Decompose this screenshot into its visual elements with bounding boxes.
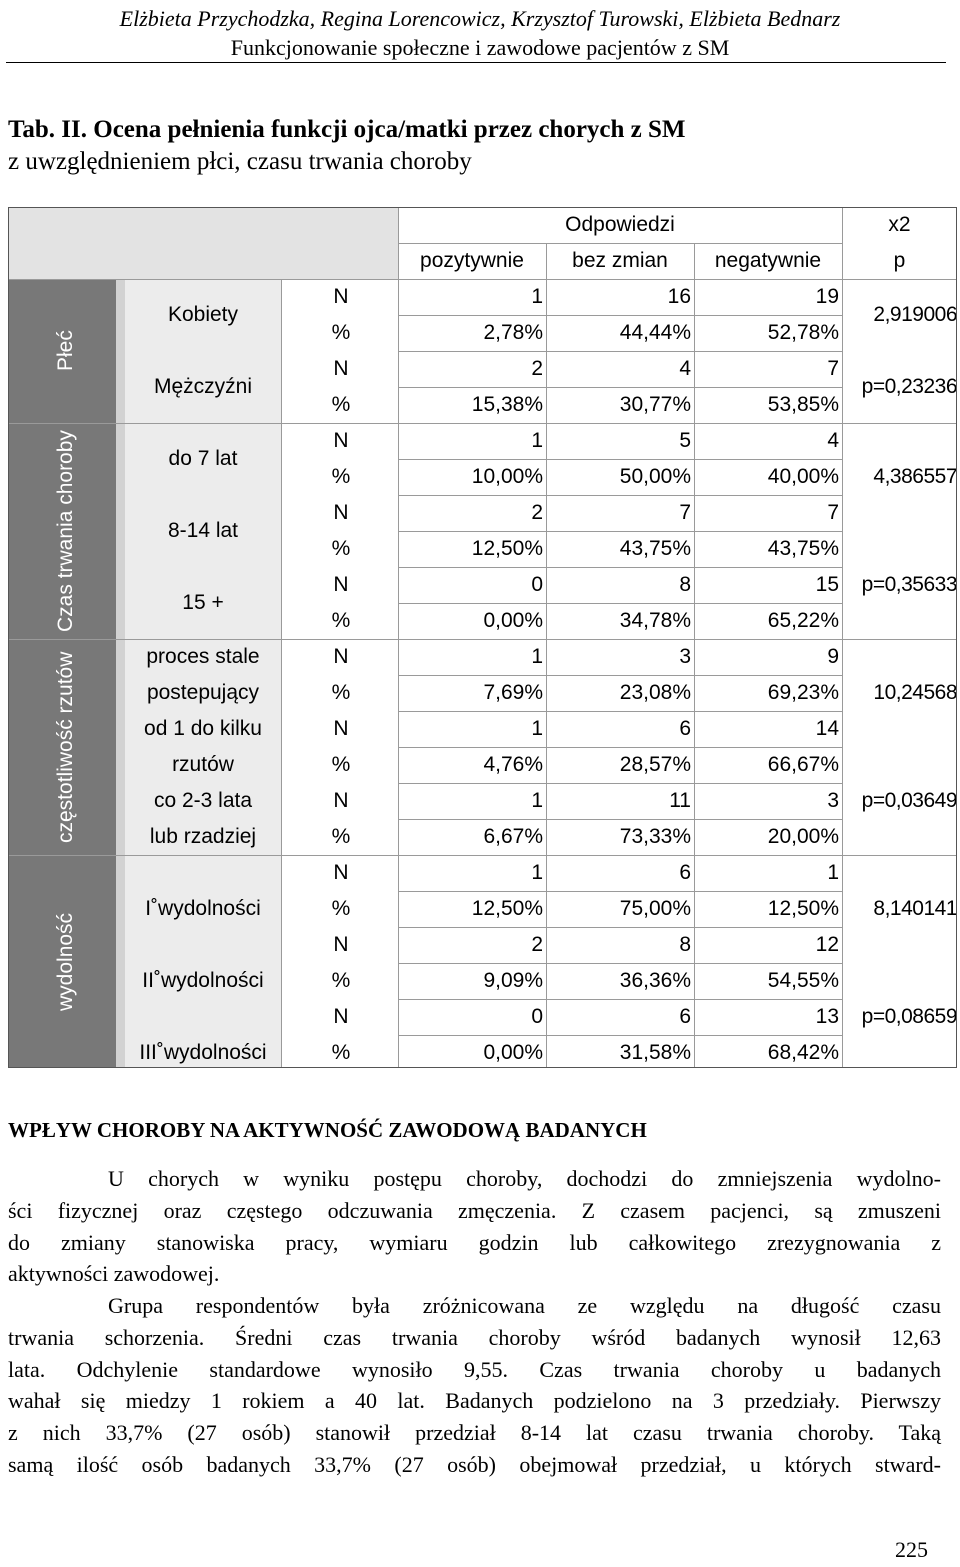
table-cell: 1 xyxy=(531,861,543,884)
table-cell: 44,44% xyxy=(619,321,691,344)
table-cell: 10,00% xyxy=(471,465,543,488)
column-header-negative: negatywnie xyxy=(714,249,822,272)
stat-label: N xyxy=(333,501,349,524)
table-cell: 2 xyxy=(531,357,543,380)
table-cell: 15,38% xyxy=(471,393,543,416)
paragraph-2-line5: z nich 33,7% (27 osób) stanowił przedział 8-14 lat czasu trwania choroby. Taką xyxy=(8,1420,941,1446)
table-cell: 3 xyxy=(679,645,691,668)
table-cell: 0,00% xyxy=(483,609,543,632)
table-cell: 4,76% xyxy=(483,753,543,776)
table-cell: 40,00% xyxy=(767,465,839,488)
stat-label: % xyxy=(331,681,351,704)
row-label-fewrelapses-line1: od 1 do kilku xyxy=(144,717,262,740)
paragraph-1-line4: aktywności zawodowej. xyxy=(8,1261,220,1287)
table-cell: 3 xyxy=(827,789,839,812)
table-cell: 23,08% xyxy=(619,681,691,704)
table-cell: 7 xyxy=(679,501,691,524)
table-cell: 12,50% xyxy=(767,897,839,920)
stat-label: N xyxy=(333,285,349,308)
stat-label: % xyxy=(331,393,351,416)
x2-duration: 4,386557 xyxy=(873,465,957,488)
table-cell: 4 xyxy=(679,357,691,380)
table-cell: 15 xyxy=(815,573,839,596)
paragraph-2 xyxy=(8,1290,941,1481)
stat-label: N xyxy=(333,933,349,956)
table-cell: 14 xyxy=(815,717,839,740)
x2-capacity: 8,140141 xyxy=(873,897,957,920)
table-cell: 0 xyxy=(531,573,543,596)
header-rule xyxy=(6,62,946,63)
table-cell: 1 xyxy=(531,429,543,452)
table-cell: 8 xyxy=(679,573,691,596)
x2-frequency: 10,24568 xyxy=(873,681,957,704)
table-cell: 43,75% xyxy=(767,537,839,560)
table-cell: 4 xyxy=(827,429,839,452)
stat-label: N xyxy=(333,645,349,668)
header-authors: Elżbieta Przychodzka, Regina Lorencowicz, Krzysztof Turowski, Elżbieta Bednarz xyxy=(119,6,841,31)
table-caption-line2: z uwzględnieniem płci, czasu trwania choroby xyxy=(8,148,472,175)
table-cell: 28,57% xyxy=(619,753,691,776)
table-cell: 2,78% xyxy=(483,321,543,344)
table-cell: 43,75% xyxy=(619,537,691,560)
stat-label: % xyxy=(331,753,351,776)
table-cell: 65,22% xyxy=(767,609,839,632)
table-cell: 1 xyxy=(531,645,543,668)
stat-label: % xyxy=(331,609,351,632)
section-heading: WPŁYW CHOROBY NA AKTYWNOŚĆ ZAWODOWĄ BADANYCH xyxy=(8,1118,647,1142)
stat-label: % xyxy=(331,537,351,560)
table-cell: 73,33% xyxy=(619,825,691,848)
table-cell: 1 xyxy=(531,285,543,308)
table-cell: 1 xyxy=(531,717,543,740)
table-cell: 50,00% xyxy=(619,465,691,488)
header-p: p xyxy=(893,249,906,272)
table-cell: 75,00% xyxy=(619,897,691,920)
header-x2: x2 xyxy=(888,213,911,236)
paragraph-1-line2: ści fizycznej oraz częstego odczuwania zmęczenia. Z czasem pacjenci, są zmuszeni xyxy=(8,1197,941,1223)
p-sex: p=0,23236 xyxy=(861,375,957,398)
row-label-upto7: do 7 lat xyxy=(168,447,238,470)
paragraph-2-line2: trwania schorzenia. Średni czas trwania choroby wśród badanych wynosił 12,63 xyxy=(8,1324,941,1350)
table-cell: 9 xyxy=(827,645,839,668)
stat-label: N xyxy=(333,789,349,812)
row-label-rare-line2: lub rzadziej xyxy=(149,825,257,848)
column-header-positive: pozytywnie xyxy=(420,249,524,272)
table-cell: 7 xyxy=(827,501,839,524)
table-cell: 8 xyxy=(679,933,691,956)
group-label-duration: Czas trwania choroby xyxy=(54,430,77,632)
table-cell: 68,42% xyxy=(767,1041,839,1064)
table-cell: 7,69% xyxy=(483,681,543,704)
row-label-rare-line1: co 2-3 lata xyxy=(153,789,253,812)
table-cell: 69,23% xyxy=(767,681,839,704)
paragraph-2-line6: samą ilość osób badanych 33,7% (27 osób) obejmował przedział, u których stward- xyxy=(8,1451,941,1477)
stat-label: N xyxy=(333,573,349,596)
group-label-frequency: częstotliwość rzutów xyxy=(54,651,77,843)
paragraph-1 xyxy=(8,1163,941,1290)
table-cell: 11 xyxy=(669,789,691,812)
stat-label: N xyxy=(333,861,349,884)
table-cell: 12 xyxy=(815,933,839,956)
stat-label: % xyxy=(331,465,351,488)
table-border xyxy=(8,207,957,1068)
paragraph-2-line3: lata. Odchylenie standardowe wynosiło 9,55. Czas trwania choroby u badanych xyxy=(8,1356,941,1382)
table-cell: 13 xyxy=(815,1005,839,1028)
table-cell: 5 xyxy=(679,429,691,452)
table-cell: 1 xyxy=(827,861,839,884)
row-label-15plus: 15 + xyxy=(182,591,224,614)
stat-label: % xyxy=(331,321,351,344)
running-header xyxy=(0,0,960,62)
paragraph-1-line1: U chorych w wyniku postępu choroby, dochodzi do zmniejszenia wydolno- xyxy=(108,1166,941,1191)
row-label-fewrelapses-line2: rzutów xyxy=(172,753,234,776)
table-cell: 66,67% xyxy=(767,753,839,776)
table-cell: 0 xyxy=(531,1005,543,1028)
row-label-8to14: 8-14 lat xyxy=(167,519,239,542)
paragraph-2-line4: wahał się miedzy 1 rokiem a 40 lat. Badanych podzielono na 3 przedziały. Pierwszy xyxy=(8,1388,941,1414)
stat-label: N xyxy=(333,717,349,740)
row-label-progressive-line1: proces stale xyxy=(146,645,260,668)
p-frequency: p=0,03649 xyxy=(861,789,957,812)
table-caption-line1: Tab. II. Ocena pełnienia funkcji ojca/matki przez chorych z SM xyxy=(8,116,686,143)
table-cell: 9,09% xyxy=(483,969,543,992)
paragraph-1-line3: do zmiany stanowiska pracy, wymiaru godzin lub całkowitego zrezygnowania z xyxy=(8,1229,941,1255)
table-cell: 6 xyxy=(679,717,691,740)
table-cell: 34,78% xyxy=(619,609,691,632)
group-label-capacity: wydolność xyxy=(54,912,77,1011)
table-cell: 12,50% xyxy=(471,897,543,920)
p-capacity: p=0,08659 xyxy=(861,1005,957,1028)
page-number: 225 xyxy=(895,1537,928,1562)
table-cell: 2 xyxy=(531,501,543,524)
column-header-nochange: bez zmian xyxy=(572,249,668,272)
row-label-capacity3: III˚wydolności xyxy=(139,1041,267,1064)
table-cell: 53,85% xyxy=(767,393,839,416)
results-table xyxy=(8,207,957,1068)
table-cell: 31,58% xyxy=(619,1041,691,1064)
x2-sex: 2,919006 xyxy=(873,303,957,326)
table-cell: 20,00% xyxy=(767,825,839,848)
row-label-progressive-line2: postepujący xyxy=(146,681,260,704)
header-answers: Odpowiedzi xyxy=(565,213,675,236)
row-label-women: Kobiety xyxy=(167,303,239,326)
p-duration: p=0,35633 xyxy=(861,573,957,596)
stat-label: % xyxy=(331,897,351,920)
row-label-capacity2: II˚wydolności xyxy=(142,969,264,992)
table-cell: 1 xyxy=(531,789,543,812)
row-label-capacity1: I˚wydolności xyxy=(145,897,261,920)
table-cell: 16 xyxy=(667,285,691,308)
table-cell: 54,55% xyxy=(767,969,839,992)
stat-label: N xyxy=(333,429,349,452)
paragraph-2-line1: Grupa respondentów była zróżnicowana ze względu na długość czasu xyxy=(108,1293,941,1318)
table-cell: 30,77% xyxy=(619,393,691,416)
header-title: Funkcjonowanie społeczne i zawodowe pacjentów z SM xyxy=(230,35,730,60)
table-cell: 19 xyxy=(815,285,839,308)
table-cell: 6 xyxy=(679,861,691,884)
stat-label: % xyxy=(331,825,351,848)
stat-label: % xyxy=(331,969,351,992)
table-cell: 6,67% xyxy=(483,825,543,848)
table-cell: 36,36% xyxy=(619,969,691,992)
stat-label: % xyxy=(331,1041,351,1064)
group-label-sex: Płeć xyxy=(54,330,77,372)
table-cell: 12,50% xyxy=(471,537,543,560)
table-cell: 0,00% xyxy=(483,1041,543,1064)
row-label-men: Mężczyźni xyxy=(153,375,253,398)
table-caption xyxy=(8,114,948,178)
table-cell: 6 xyxy=(679,1005,691,1028)
table-cell: 2 xyxy=(531,933,543,956)
stat-label: N xyxy=(333,357,349,380)
table-cell: 52,78% xyxy=(767,321,839,344)
table-cell: 7 xyxy=(827,357,839,380)
stat-label: N xyxy=(333,1005,349,1028)
